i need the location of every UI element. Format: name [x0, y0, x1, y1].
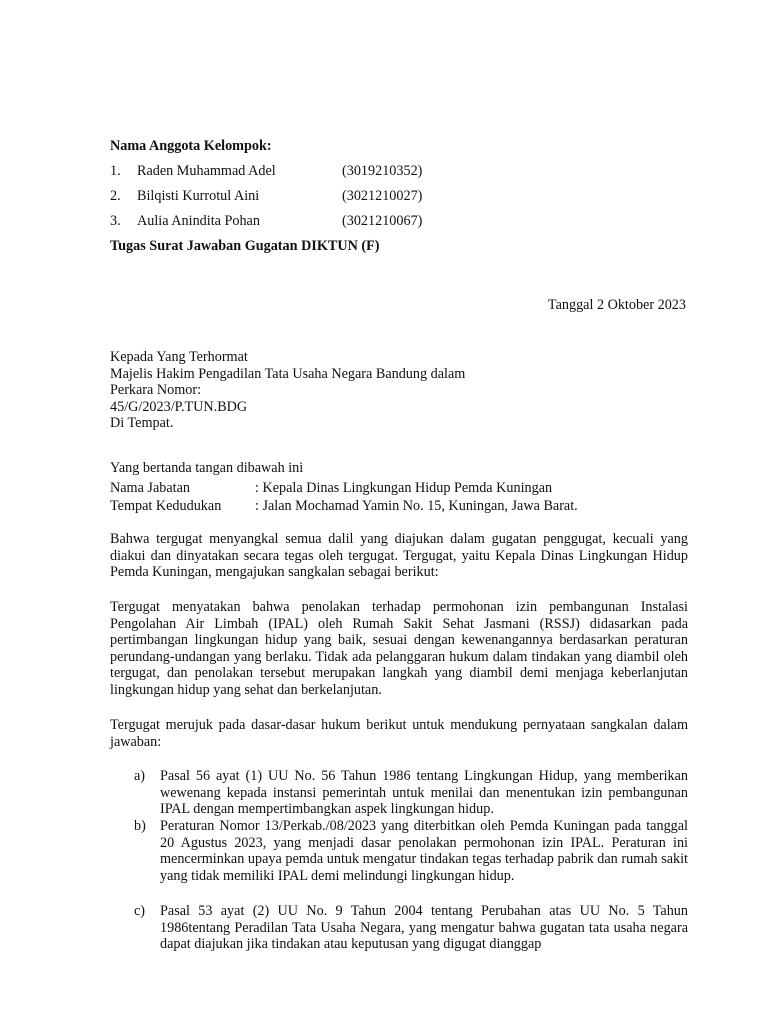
legal-basis-item-b [134, 818, 688, 902]
paragraph-statement: Tergugat menyatakan bahwa penolakan terhadap permohonan izin pembangunan Instalasi Pengolahan Air Limbah (IPAL) oleh Rumah Sakit Sehat Jasmani (RSSJ) didasarkan pada pertimbangan lingkungan hidup yang baik, sesuai dengan kewenangannya berdasarkan peraturan perundang-undangan yang berlaku. Tidak ada pelanggaran hukum dalam tindakan yang diambil oleh tergugat, dan penolakan tersebut merupakan langkah yang diambil demi menjaga keberlanjutan lingkungan hidup yang sehat dan berkelanjutan. [110, 599, 688, 698]
list-text: Pasal 53 ayat (2) UU No. 9 Tahun 2004 tentang Perubahan atas UU No. 5 Tahun 1986tentang Peradilan Tata Usaha Negara, yang mengatur bahwa gugatan tata usaha negara dapat diajukan jika tindakan atau keputusan yang digugat dianggap [160, 903, 688, 953]
member-id: (3021210027) [342, 188, 423, 204]
signatory-row-location [110, 498, 670, 515]
list-marker: c) [134, 903, 146, 919]
recipient-line: Perkara Nomor: [110, 382, 202, 399]
list-marker: b) [134, 818, 146, 834]
member-id: (3019210352) [342, 163, 423, 179]
field-value: : Jalan Mochamad Yamin No. 15, Kuningan, Jawa Barat. [255, 498, 578, 514]
recipient-line: Di Tempat. [110, 415, 174, 432]
recipient-line: Majelis Hakim Pengadilan Tata Usaha Negara Bandung dalam [110, 365, 466, 382]
list-marker: a) [134, 768, 146, 784]
recipient-block [110, 349, 670, 432]
list-text: Peraturan Nomor 13/Perkab./08/2023 yang diterbitkan oleh Pemda Kuningan pada tanggal 20 Agustus 2023, yang menjadi dasar penolakan permohonan izin IPAL. Peraturan ini mencerminkan upaya pemda untuk mengatur tindakan tegas terhadap pabrik dan rumah sakit yang tidak memiliki IPAL demi melindungi lingkungan hidup. [160, 818, 688, 884]
member-row-2 [110, 188, 510, 206]
field-label: Nama Jabatan [110, 480, 190, 496]
member-name: Aulia Anindita Pohan [137, 213, 260, 229]
field-value: : Kepala Dinas Lingkungan Hidup Pemda Kuningan [255, 480, 553, 496]
case-number: 45/G/2023/P.TUN.BDG [110, 398, 248, 415]
member-row-1 [110, 163, 510, 181]
letter-date: Tanggal 2 Oktober 2023 [547, 297, 686, 313]
member-id: (3021210067) [342, 213, 423, 229]
field-label: Tempat Kedudukan [110, 498, 222, 514]
member-name: Raden Muhammad Adel [137, 163, 276, 179]
members-title: Nama Anggota Kelompok: [110, 138, 272, 154]
paragraph-denial: Bahwa tergugat menyangkal semua dalil yang diajukan dalam gugatan penggugat, kecuali yang diakui dan dinyatakan secara tegas oleh tergugat. Tergugat, yaitu Kepala Dinas Lingkungan Hidup Pemda Kuningan, mengajukan sangkalan sebagai berikut: [110, 531, 688, 581]
member-number: 3. [110, 213, 121, 229]
recipient-line: Kepada Yang Terhormat [110, 349, 248, 365]
assignment-title: Tugas Surat Jawaban Gugatan DIKTUN (F) [110, 238, 380, 254]
legal-basis-item-a [134, 768, 688, 818]
list-text: Pasal 56 ayat (1) UU No. 56 Tahun 1986 tentang Lingkungan Hidup, yang memberikan wewenang kepada instansi pemerintah untuk menilai dan menentukan izin pembangunan IPAL dengan mempertimbangkan aspek lingkungan hidup. [160, 768, 688, 818]
signatory-row-position [110, 480, 670, 497]
legal-basis-item-c [134, 903, 688, 955]
member-number: 1. [110, 163, 121, 179]
paragraph-legal-intro: Tergugat merujuk pada dasar-dasar hukum berikut untuk mendukung pernyataan sangkalan dalam jawaban: [110, 717, 688, 750]
member-row-3 [110, 213, 510, 231]
signatory-intro: Yang bertanda tangan dibawah ini [110, 460, 304, 476]
member-name: Bilqisti Kurrotul Aini [137, 188, 260, 204]
member-number: 2. [110, 188, 121, 204]
